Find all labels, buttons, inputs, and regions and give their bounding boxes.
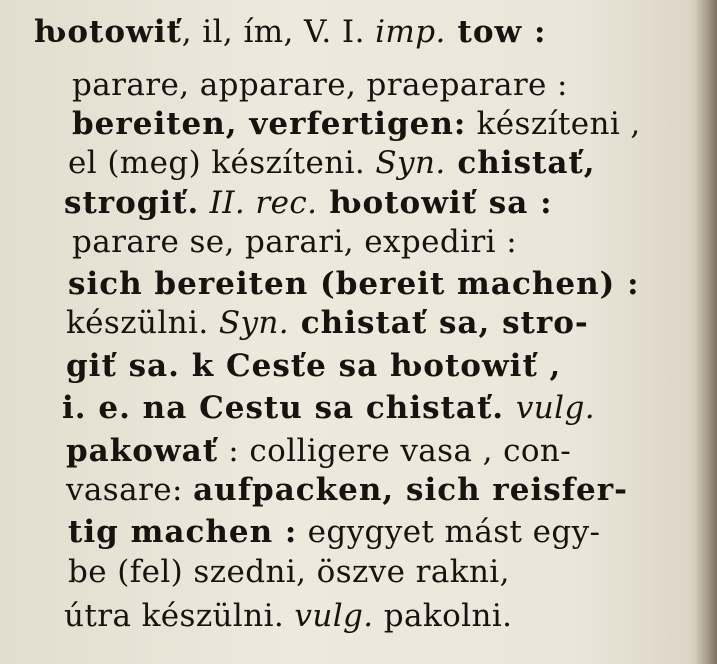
entry-text-segment: imp.: [375, 14, 446, 50]
entry-text-segment: vulg.: [515, 390, 595, 426]
entry-text-segment: tow :: [445, 14, 547, 50]
entry-text-segment: pakolni.: [373, 598, 513, 634]
entry-line: [72, 65, 568, 105]
entry-line: [66, 303, 589, 343]
entry-text-segment: chistať,: [445, 145, 596, 181]
entry-text-segment: parare se, parari, expediri :: [72, 224, 518, 260]
entry-text-segment: el (meg) készíteni.: [68, 145, 376, 181]
entry-text-segment: ƕotowiť sa :: [317, 185, 553, 221]
entry-line: [64, 596, 512, 636]
entry-text-segment: útra készülni.: [64, 598, 295, 634]
entry-text-segment: be (fel) szedni, öszve rakni,: [68, 554, 510, 590]
entry-line: [68, 143, 596, 183]
entry-line: [68, 552, 510, 592]
entry-text-segment: aufpacken, sich reisfer-: [193, 472, 628, 508]
entry-line: [34, 12, 546, 52]
entry-text-segment: bereiten, verfertigen:: [72, 106, 467, 142]
entry-text-segment: parare, apparare, praeparare :: [72, 67, 568, 103]
entry-text-segment: vulg.: [294, 598, 374, 634]
entry-text-segment: pakowať: [66, 433, 219, 469]
entry-text-segment: Syn.: [218, 305, 290, 341]
entry-text-segment: i. e. na Cestu sa chistať.: [62, 390, 516, 426]
entry-text-segment: Syn.: [375, 145, 446, 181]
entry-text-segment: egygyet mást egy-: [297, 514, 601, 550]
entry-line: [68, 512, 600, 552]
entry-text-segment: giť sa. k Cesťe sa ƕotowiť ,: [66, 348, 562, 384]
entry-line: [66, 346, 561, 386]
entry-line: [62, 388, 595, 428]
entry-line: [68, 264, 640, 304]
entry-text-segment: : colligere vasa , con-: [218, 433, 572, 469]
entry-line: [66, 431, 571, 471]
entry-line: [64, 183, 553, 223]
entry-text-segment: sich bereiten (bereit machen) :: [68, 266, 640, 302]
spine-shadow: [695, 0, 717, 664]
entry-text-segment: strogiť.: [64, 185, 200, 221]
entry-text-segment: , il, ím, V. I.: [181, 14, 376, 50]
entry-line: [72, 222, 517, 262]
entry-line: [72, 104, 641, 144]
entry-text-segment: készülni.: [66, 305, 219, 341]
entry-text-segment: II. rec.: [199, 185, 318, 221]
entry-line: [66, 470, 628, 510]
entry-text-segment: tig machen :: [68, 514, 298, 550]
entry-text-segment: vasare:: [66, 472, 194, 508]
entry-text-segment: chistať sa, stro-: [289, 305, 589, 341]
entry-text-segment: ƕotowiť: [34, 14, 182, 50]
entry-text-segment: készíteni ,: [466, 106, 641, 142]
